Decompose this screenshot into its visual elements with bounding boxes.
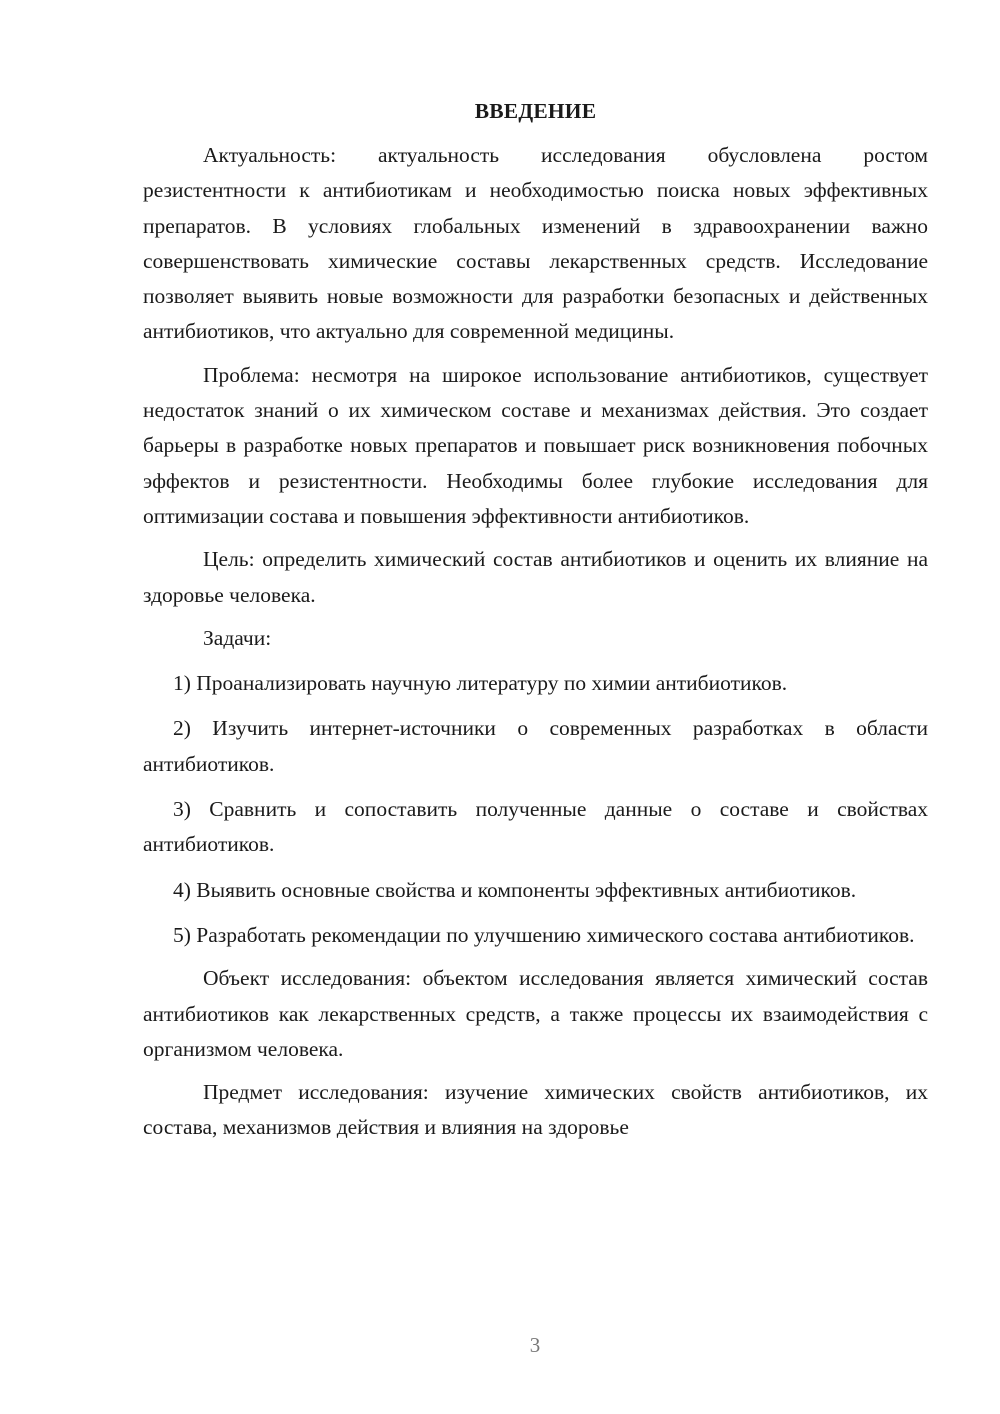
task-item-3: 3) Сравнить и сопоставить полученные данные о составе и свойствах антибиотиков. bbox=[143, 797, 928, 857]
task-item-5: 5) Разработать рекомендации по улучшению химического состава антибиотиков. bbox=[173, 922, 915, 947]
paragraph-goal: Цель: определить химический состав антибиотиков и оценить их влияние на здоровье человека. bbox=[143, 547, 928, 607]
section-title: ВВЕДЕНИЕ bbox=[474, 99, 597, 123]
paragraph-relevance: Актуальность: актуальность исследования обусловлена ростом резистентности к антибиотикам и необходимостью поиска новых эффективных препаратов. В условиях глобальных изменений в здравоохранении важно совершенствовать химические составы лекарственных средств. Исследование позволяет выявить новые возможности для разработки безопасных и действенных антибиотиков, что актуально для современной медицины. bbox=[143, 143, 928, 344]
task-item-1: 1) Проанализировать научную литературу по химии антибиотиков. bbox=[173, 671, 788, 696]
document-page bbox=[143, 96, 928, 1146]
tasks-heading: Задачи: bbox=[203, 625, 272, 650]
task-item-4: 4) Выявить основные свойства и компоненты эффективных антибиотиков. bbox=[173, 877, 857, 902]
paragraph-problem: Проблема: несмотря на широкое использование антибиотиков, существует недостаток знаний о их химическом составе и механизмах действия. Это создает барьеры в разработке новых препаратов и повышает риск возникновения побочных эффектов и резистентности. Необходимы более глубокие исследования для оптимизации состава и повышения эффективности антибиотиков. bbox=[143, 362, 928, 528]
task-item-2: 2) Изучить интернет-источники о современных разработках в области антибиотиков. bbox=[143, 716, 928, 776]
paragraph-object: Объект исследования: объектом исследования является химический состав антибиотиков как лекарственных средств, а также процессы их взаимодействия с организмом человека. bbox=[143, 966, 928, 1061]
paragraph-subject: Предмет исследования: изучение химических свойств антибиотиков, их состава, механизмов действия и влияния на здоровье bbox=[143, 1080, 928, 1140]
tasks-list bbox=[143, 666, 928, 953]
page-number: 3 bbox=[529, 1333, 541, 1357]
